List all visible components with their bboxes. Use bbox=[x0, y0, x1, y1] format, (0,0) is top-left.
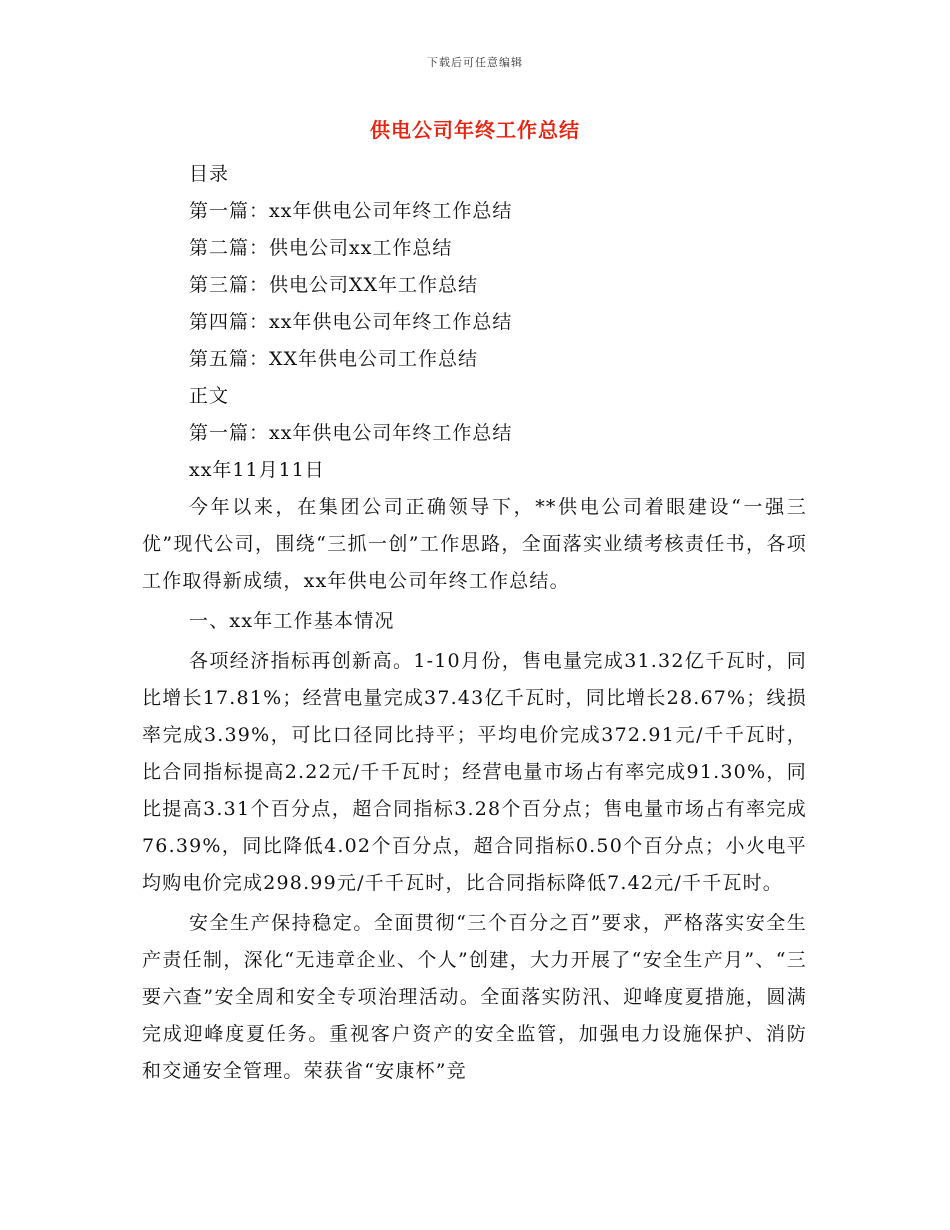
paragraph-safety: 安全生产保持稳定。全面贯彻“三个百分之百”要求，严格落实安全生产责任制，深化“无违章企业、个人”创建，大力开展了“安全生产月”、“三要六查”安全周和安全专项治理活动。全面落实防汛、迎峰度夏措施，圆满完成迎峰度夏任务。重视客户资产的安全监管，加强电力设施保护、消防和交通安全管理。荣获省“安康杯”竞 bbox=[142, 912, 807, 1082]
toc-item: 第四篇：xx年供电公司年终工作总结 bbox=[189, 311, 513, 333]
body-heading: 正文 bbox=[189, 385, 230, 407]
paragraph-intro: 今年以来，在集团公司正确领导下，**供电公司着眼建设“一强三优”现代公司，围绕“三抓一创”工作思路，全面落实业绩考核责任书，各项工作取得新成绩，xx年供电公司年终工作总结。 bbox=[142, 496, 807, 592]
toc-item: 第二篇：供电公司xx工作总结 bbox=[189, 237, 453, 259]
header-note: 下载后可任意编辑 bbox=[427, 56, 523, 69]
document-title: 供电公司年终工作总结 bbox=[370, 118, 580, 142]
section-heading: 一、xx年工作基本情况 bbox=[189, 610, 395, 632]
document-body bbox=[142, 156, 807, 1090]
toc-item: 第一篇：xx年供电公司年终工作总结 bbox=[189, 200, 513, 222]
toc-heading: 目录 bbox=[189, 163, 230, 185]
toc-item: 第三篇：供电公司XX年工作总结 bbox=[189, 274, 479, 296]
part-title: 第一篇：xx年供电公司年终工作总结 bbox=[189, 422, 513, 444]
paragraph-economic: 各项经济指标再创新高。1-10月份，售电量完成31.32亿千瓦时，同比增长17.81%；经营电量完成37.43亿千瓦时，同比增长28.67%；线损率完成3.39%，可比口径同比持平；平均电价完成372.91元/千千瓦时，比合同指标提高2.22元/千千瓦时；经营电量市场占有率完成91.30%，同比提高3.31个百分点，超合同指标3.28个百分点；售电量市场占有率完成76.39%，同比降低4.02个百分点，超合同指标0.50个百分点；小火电平均购电价完成298.99元/千千瓦时，比合同指标降低7.42元/千千瓦时。 bbox=[142, 650, 807, 894]
toc-item: 第五篇：XX年供电公司工作总结 bbox=[189, 348, 479, 370]
document-date: xx年11月11日 bbox=[189, 459, 325, 481]
